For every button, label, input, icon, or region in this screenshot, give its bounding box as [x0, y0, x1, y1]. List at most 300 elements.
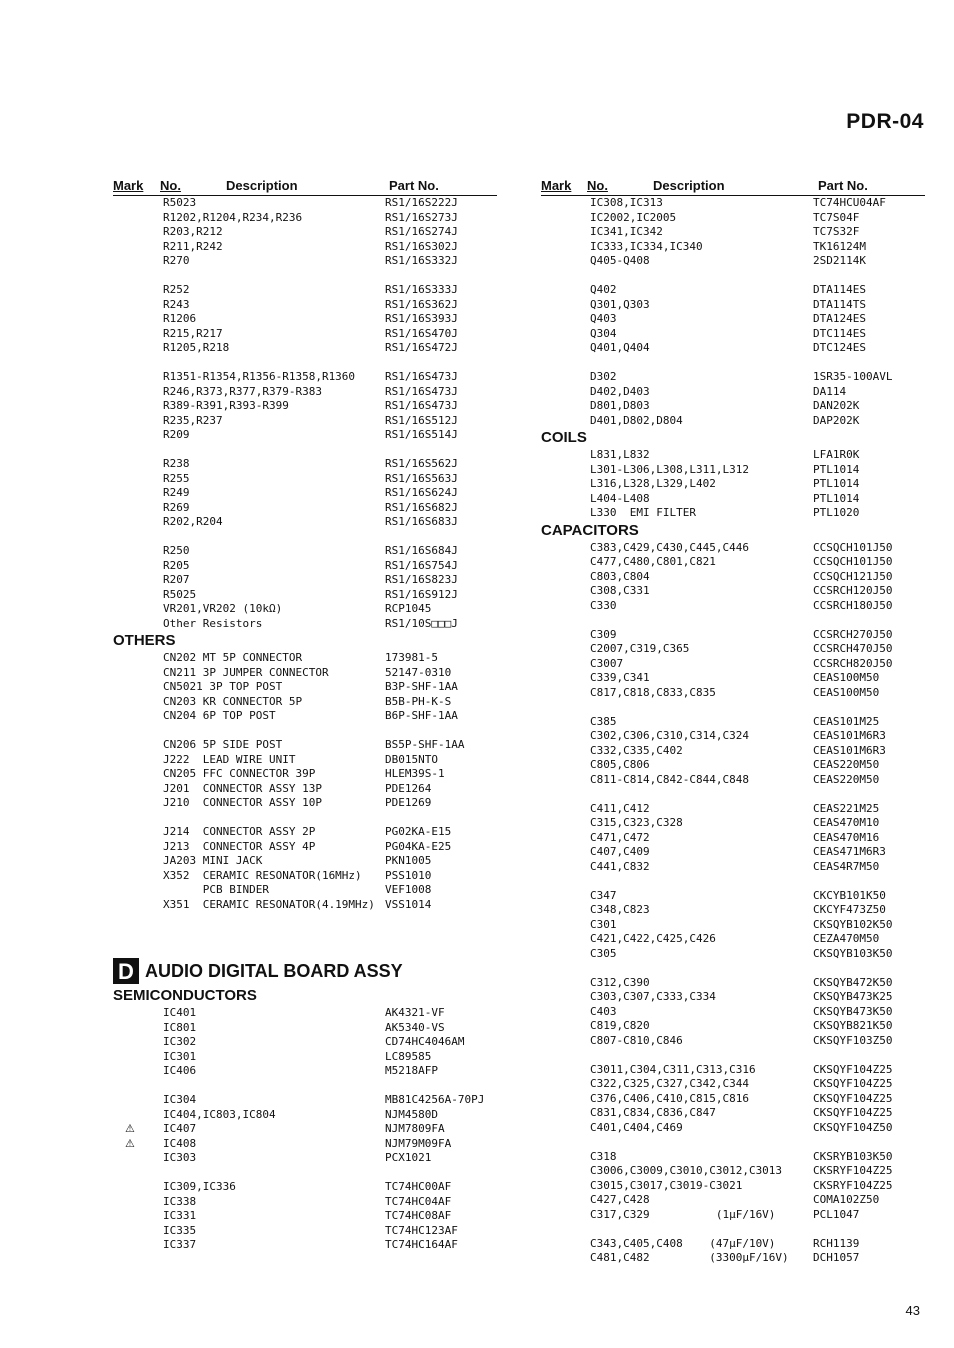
description-cell: X352 CERAMIC RESONATOR(16MHz) [163, 868, 362, 882]
row-spacer [113, 443, 497, 458]
description-cell: C3011,C304,C311,C313,C316 [590, 1062, 756, 1076]
part-number-cell: RS1/16S393J [385, 312, 458, 325]
description-cell: R243 [163, 297, 190, 311]
parts-row [541, 947, 925, 962]
parts-row [113, 695, 497, 710]
part-number-cell: LFA1R0K [813, 448, 860, 461]
description-cell: L404-L408 [590, 491, 650, 505]
description-cell: C376,C406,C410,C815,C816 [590, 1091, 749, 1105]
part-number-cell: PKN1005 [385, 854, 432, 867]
part-number-cell: NJM7809FA [385, 1122, 445, 1135]
part-number-cell: 173981-5 [385, 651, 438, 664]
parts-row [113, 370, 497, 385]
description-cell: J214 CONNECTOR ASSY 2P [163, 825, 316, 838]
part-number-cell: TC74HC00AF [385, 1180, 452, 1193]
description-cell: R207 [163, 573, 190, 586]
parts-row [541, 1251, 925, 1266]
semiconductor-list [113, 1006, 497, 1253]
part-number-cell: COMA102Z50 [813, 1193, 880, 1206]
column-header [541, 178, 925, 196]
part-number-cell: TC74HC08AF [385, 1209, 452, 1222]
parts-row [113, 1108, 497, 1123]
description-cell: IC2002,IC2005 [590, 210, 677, 224]
part-number-cell: RCH1139 [813, 1236, 860, 1250]
part-number-cell: AK5340-VS [385, 1020, 445, 1034]
description-cell: L316,L328,L329,L402 [590, 477, 716, 490]
description-cell: C427,C428 [590, 1193, 650, 1206]
parts-row [113, 1093, 497, 1108]
description-cell: C301 [590, 917, 617, 931]
parts-row [113, 211, 497, 226]
parts-row [113, 588, 497, 603]
description-cell: L330 EMI FILTER [590, 506, 696, 519]
description-cell: R205 [163, 558, 190, 572]
model-number: PDR-04 [846, 110, 924, 133]
parts-row [113, 544, 497, 559]
description-cell: R255 [163, 471, 190, 485]
parts-row [113, 385, 497, 400]
parts-row [541, 463, 925, 478]
part-number-cell: DTC114ES [813, 326, 866, 340]
part-number-cell: CKCYB101K50 [813, 888, 886, 902]
parts-row [541, 1077, 925, 1092]
parts-row [541, 211, 925, 226]
description-cell: D302 [590, 370, 617, 383]
parts-row [113, 254, 497, 269]
description-cell: C312,C390 [590, 975, 650, 989]
description-cell: C332,C335,C402 [590, 743, 683, 757]
part-number-cell: CKCYF473Z50 [813, 903, 886, 916]
description-cell: Q304 [590, 326, 617, 340]
capacitor-list [541, 541, 925, 1266]
part-number-cell: RS1/16S512J [385, 413, 458, 427]
parts-row [541, 802, 925, 817]
parts-row [113, 327, 497, 342]
description-cell: R1351-R1354,R1356-R1358,R1360 [163, 370, 356, 383]
part-number-cell: RS1/16S562J [385, 457, 458, 470]
parts-row [541, 399, 925, 414]
description-cell: IC337 [163, 1238, 197, 1251]
row-spacer [541, 1222, 925, 1237]
part-number-cell: NJM4580D [385, 1107, 438, 1121]
description-cell: IC331 [163, 1209, 197, 1222]
part-number-cell: CKSQYB103K50 [813, 946, 893, 960]
part-number-cell: RCP1045 [385, 602, 432, 615]
description-cell: IC302 [163, 1035, 197, 1048]
parts-row [113, 767, 497, 782]
parts-row [541, 1063, 925, 1078]
semiconductor-list [541, 196, 925, 428]
parts-row [113, 225, 497, 240]
description-cell: CN211 3P JUMPER CONNECTOR [163, 665, 329, 679]
parts-row [541, 1034, 925, 1049]
row-spacer [113, 811, 497, 826]
parts-row [113, 196, 497, 211]
description-cell: D801,D803 [590, 399, 650, 412]
description-cell: C315,C323,C328 [590, 816, 683, 829]
part-number-cell: CEAS220M50 [813, 772, 880, 786]
description-cell: C803,C804 [590, 569, 650, 583]
part-number-cell: CKSRYF104Z25 [813, 1178, 893, 1192]
description-cell: C383,C429,C430,C445,C446 [590, 540, 749, 554]
part-number-cell: CKSQYF104Z25 [813, 1091, 893, 1105]
part-number-cell: CCSQCH101J50 [813, 540, 893, 554]
parts-row [541, 918, 925, 933]
part-number-cell: CEAS4R7M50 [813, 859, 880, 873]
part-number-cell: RS1/16S273J [385, 210, 458, 224]
row-spacer [541, 1135, 925, 1150]
parts-row [113, 651, 497, 666]
coil-list [541, 448, 925, 521]
parts-row [541, 1193, 925, 1208]
description-cell: Q401,Q404 [590, 341, 650, 354]
parts-row [113, 515, 497, 530]
part-number-cell: CCSRCH820J50 [813, 656, 893, 670]
parts-row [541, 1237, 925, 1252]
parts-row [541, 370, 925, 385]
part-number-cell: CCSRCH270J50 [813, 627, 893, 641]
description-cell: IC304 [163, 1093, 197, 1106]
parts-row [541, 541, 925, 556]
mark-heading: Mark [541, 178, 572, 193]
parts-row [541, 327, 925, 342]
parts-row [541, 254, 925, 269]
part-number-cell: RS1/16S684J [385, 544, 458, 557]
description-cell: IC308,IC313 [590, 196, 663, 209]
parts-row [113, 883, 497, 898]
page-number: 43 [905, 1303, 920, 1318]
row-spacer [541, 787, 925, 802]
row-spacer [541, 1048, 925, 1063]
part-heading: Part No. [389, 178, 439, 193]
part-number-cell: RS1/16S683J [385, 515, 458, 528]
part-number-cell: CKSQYB472K50 [813, 975, 893, 989]
part-number-cell: PTL1014 [813, 491, 860, 505]
part-number-cell: DTA124ES [813, 312, 866, 325]
parts-row [113, 825, 497, 840]
description-cell: R203,R212 [163, 225, 223, 238]
description-cell: R249 [163, 486, 190, 499]
parts-row [541, 642, 925, 657]
left-column [113, 178, 497, 1253]
description-cell: C805,C806 [590, 758, 650, 771]
description-cell: R202,R204 [163, 515, 223, 528]
part-number-cell: PTL1020 [813, 506, 860, 519]
part-number-cell: CCSRCH120J50 [813, 584, 893, 597]
parts-row [541, 1005, 925, 1020]
parts-row [541, 555, 925, 570]
description-cell: R250 [163, 544, 190, 557]
parts-row [113, 869, 497, 884]
part-number-cell: CD74HC4046AM [385, 1035, 465, 1048]
assy-heading [113, 956, 497, 986]
parts-row [113, 738, 497, 753]
part-number-cell: RS1/16S912J [385, 587, 458, 601]
parts-row [541, 860, 925, 875]
parts-row [541, 570, 925, 585]
description-cell: C481,C482 (3300μF/16V) [590, 1251, 789, 1264]
description-cell: IC404,IC803,IC804 [163, 1107, 276, 1121]
description-cell: IC341,IC342 [590, 225, 663, 238]
others-list [113, 651, 497, 912]
parts-row [541, 903, 925, 918]
description-cell: C407,C409 [590, 845, 650, 858]
part-number-cell: CKSQYB821K50 [813, 1019, 893, 1032]
parts-row [541, 1019, 925, 1034]
description-cell: R211,R242 [163, 239, 223, 253]
description-cell: PCB BINDER [163, 883, 269, 896]
description-cell: L831,L832 [590, 448, 650, 461]
description-cell: CN204 6P TOP POST [163, 709, 276, 722]
description-cell: X351 CERAMIC RESONATOR(4.19MHz) [163, 897, 375, 911]
part-number-cell: TC74HC04AF [385, 1194, 452, 1208]
description-cell: C317,C329 (1μF/16V) [590, 1207, 776, 1221]
mark-cell: ⚠ [125, 1122, 135, 1135]
parts-row [113, 1035, 497, 1050]
part-number-cell: CEAS470M10 [813, 816, 880, 829]
parts-row [113, 472, 497, 487]
description-cell: Q403 [590, 312, 617, 325]
part-number-cell: CKSQYF104Z25 [813, 1062, 893, 1076]
parts-row [113, 1195, 497, 1210]
description-cell: CN5021 3P TOP POST [163, 680, 283, 693]
part-number-cell: CCSRCH470J50 [813, 642, 893, 655]
part-number-cell: RS1/16S823J [385, 573, 458, 586]
part-number-cell: CEAS220M50 [813, 758, 880, 771]
part-number-cell: 52147-0310 [385, 665, 452, 679]
part-number-cell: TK16124M [813, 239, 866, 253]
part-number-cell: RS1/10S□□□J [385, 616, 458, 630]
part-number-cell: DTA114ES [813, 283, 866, 296]
part-number-cell: RS1/16S473J [385, 399, 458, 412]
parts-row [541, 976, 925, 991]
description-cell: C322,C325,C327,C342,C344 [590, 1077, 749, 1090]
part-number-cell: DA114 [813, 384, 847, 398]
parts-row [113, 1006, 497, 1021]
parts-row [113, 617, 497, 632]
assy-letter-badge: D [113, 958, 139, 984]
parts-row [541, 715, 925, 730]
description-cell: IC303 [163, 1151, 197, 1164]
description-cell: IC408 [163, 1136, 197, 1150]
parts-row [541, 506, 925, 521]
part-number-cell: CKSQYB473K50 [813, 1004, 893, 1018]
part-number-cell: CEAS470M16 [813, 830, 880, 844]
parts-row [541, 845, 925, 860]
column-header [113, 178, 497, 196]
description-cell: C3006,C3009,C3010,C3012,C3013 [590, 1164, 783, 1177]
parts-row [113, 1209, 497, 1224]
description-cell: C811-C814,C842-C844,C848 [590, 772, 749, 786]
part-number-cell: VEF1008 [385, 883, 432, 896]
description-cell: R215,R217 [163, 326, 223, 340]
row-spacer [113, 1166, 497, 1181]
part-number-cell: PDE1264 [385, 781, 432, 795]
part-number-cell: B5B-PH-K-S [385, 694, 452, 708]
parts-row [541, 341, 925, 356]
part-number-cell: DAP202K [813, 413, 860, 427]
description-cell: R5023 [163, 196, 197, 209]
parts-row [113, 680, 497, 695]
parts-row [541, 283, 925, 298]
description-cell: Q402 [590, 283, 617, 296]
part-number-cell: DAN202K [813, 399, 860, 412]
parts-row [113, 283, 497, 298]
description-cell: Q301,Q303 [590, 297, 650, 311]
parts-row [541, 1208, 925, 1223]
description-cell: C318 [590, 1149, 617, 1163]
part-number-cell: VSS1014 [385, 897, 432, 911]
part-number-cell: CEAS221M25 [813, 801, 880, 815]
description-cell: CN202 MT 5P CONNECTOR [163, 651, 303, 664]
parts-row [113, 486, 497, 501]
description-cell: J210 CONNECTOR ASSY 10P [163, 796, 322, 809]
row-spacer [113, 356, 497, 371]
part-heading: Part No. [818, 178, 868, 193]
parts-row [113, 1064, 497, 1079]
part-number-cell: TC7S04F [813, 210, 860, 224]
description-cell: IC801 [163, 1020, 197, 1034]
part-number-cell: CKSQYF104Z50 [813, 1120, 893, 1134]
part-number-cell: DTC124ES [813, 341, 866, 354]
description-cell: CN205 FFC CONNECTOR 39P [163, 767, 316, 780]
parts-row [541, 492, 925, 507]
description-cell: R252 [163, 283, 190, 296]
part-number-cell: RS1/16S362J [385, 297, 458, 311]
description-cell: C339,C341 [590, 671, 650, 684]
description-cell: CN203 KR CONNECTOR 5P [163, 694, 303, 708]
description-cell: IC338 [163, 1194, 197, 1208]
description-cell: R1206 [163, 312, 197, 325]
parts-row [113, 1137, 497, 1152]
description-cell: C831,C834,C836,C847 [590, 1106, 716, 1119]
parts-row [541, 225, 925, 240]
part-number-cell: TC74HC164AF [385, 1238, 458, 1251]
description-cell: C411,C412 [590, 801, 650, 815]
description-cell: R209 [163, 428, 190, 441]
parts-row [113, 1021, 497, 1036]
parts-row [541, 831, 925, 846]
parts-row [113, 559, 497, 574]
parts-row [541, 1164, 925, 1179]
parts-row [541, 990, 925, 1005]
coils-heading: COILS [541, 429, 587, 446]
description-cell: R235,R237 [163, 413, 223, 427]
parts-row [113, 666, 497, 681]
parts-row [113, 840, 497, 855]
part-number-cell: CKSRYB103K50 [813, 1149, 893, 1163]
row-spacer [541, 613, 925, 628]
part-number-cell: DB015NTO [385, 752, 438, 766]
others-heading: OTHERS [113, 632, 176, 649]
description-cell: R1202,R1204,R234,R236 [163, 210, 303, 224]
description-cell: C2007,C319,C365 [590, 642, 690, 655]
parts-row [541, 448, 925, 463]
parts-row [113, 753, 497, 768]
part-number-cell: PSS1010 [385, 868, 432, 882]
description-cell: R246,R373,R377,R379-R383 [163, 384, 322, 398]
parts-row [541, 671, 925, 686]
description-cell: C302,C306,C310,C314,C324 [590, 729, 749, 742]
row-spacer [541, 874, 925, 889]
part-number-cell: PCL1047 [813, 1207, 860, 1221]
description-cell: C817,C818,C833,C835 [590, 685, 716, 699]
parts-row [113, 782, 497, 797]
parts-row [113, 1122, 497, 1137]
part-number-cell: NJM79M09FA [385, 1136, 452, 1150]
part-number-cell: BS5P-SHF-1AA [385, 738, 465, 751]
parts-row [541, 1150, 925, 1165]
description-cell: Q405-Q408 [590, 254, 650, 267]
parts-row [113, 240, 497, 255]
part-number-cell: LC89585 [385, 1049, 432, 1063]
parts-row [541, 932, 925, 947]
part-number-cell: RS1/16S473J [385, 370, 458, 383]
part-number-cell: CEAS101M6R3 [813, 729, 886, 742]
part-number-cell: CEAS100M50 [813, 685, 880, 699]
part-number-cell: B6P-SHF-1AA [385, 709, 458, 722]
description-cell: C441,C832 [590, 859, 650, 873]
part-number-cell: CKSQYF103Z50 [813, 1033, 893, 1047]
part-number-cell: PDE1269 [385, 796, 432, 809]
parts-row [113, 1224, 497, 1239]
parts-row [113, 854, 497, 869]
row-spacer [541, 961, 925, 976]
description-cell: C385 [590, 714, 617, 728]
parts-row [113, 298, 497, 313]
part-number-cell: TC7S32F [813, 225, 860, 238]
description-cell: C303,C307,C333,C334 [590, 990, 716, 1003]
no-heading: No. [160, 178, 181, 193]
description-cell: Other Resistors [163, 616, 263, 630]
part-number-cell: B3P-SHF-1AA [385, 680, 458, 693]
resistor-list [113, 196, 497, 631]
part-number-cell: CKSRYF104Z25 [813, 1164, 893, 1177]
description-cell: IC401 [163, 1006, 197, 1019]
row-spacer [113, 724, 497, 739]
capacitors-heading: CAPACITORS [541, 521, 639, 539]
description-cell: C477,C480,C801,C821 [590, 555, 716, 568]
parts-row [541, 1106, 925, 1121]
parts-row [541, 414, 925, 429]
parts-row [113, 1050, 497, 1065]
right-column [541, 178, 925, 1266]
parts-row [113, 457, 497, 472]
part-number-cell: 2SD2114K [813, 254, 866, 267]
part-number-cell: CCSQCH101J50 [813, 555, 893, 568]
part-number-cell: RS1/16S222J [385, 196, 458, 209]
parts-row [541, 196, 925, 211]
part-number-cell: RS1/16S473J [385, 384, 458, 398]
parts-row [113, 501, 497, 516]
part-number-cell: CKSQYF104Z25 [813, 1106, 893, 1119]
part-number-cell: RS1/16S302J [385, 239, 458, 253]
description-cell: R269 [163, 500, 190, 514]
parts-row [541, 773, 925, 788]
part-number-cell: PTL1014 [813, 477, 860, 490]
description-cell: J213 CONNECTOR ASSY 4P [163, 839, 316, 853]
description-cell: CN206 5P SIDE POST [163, 738, 283, 751]
row-spacer [113, 1079, 497, 1094]
parts-row [113, 341, 497, 356]
part-number-cell: PG02KA-E15 [385, 825, 452, 838]
description-cell: R238 [163, 457, 190, 470]
part-number-cell: RS1/16S470J [385, 326, 458, 340]
parts-row [113, 1180, 497, 1195]
part-number-cell: RS1/16S274J [385, 225, 458, 238]
parts-row [541, 599, 925, 614]
description-cell: R5025 [163, 587, 197, 601]
